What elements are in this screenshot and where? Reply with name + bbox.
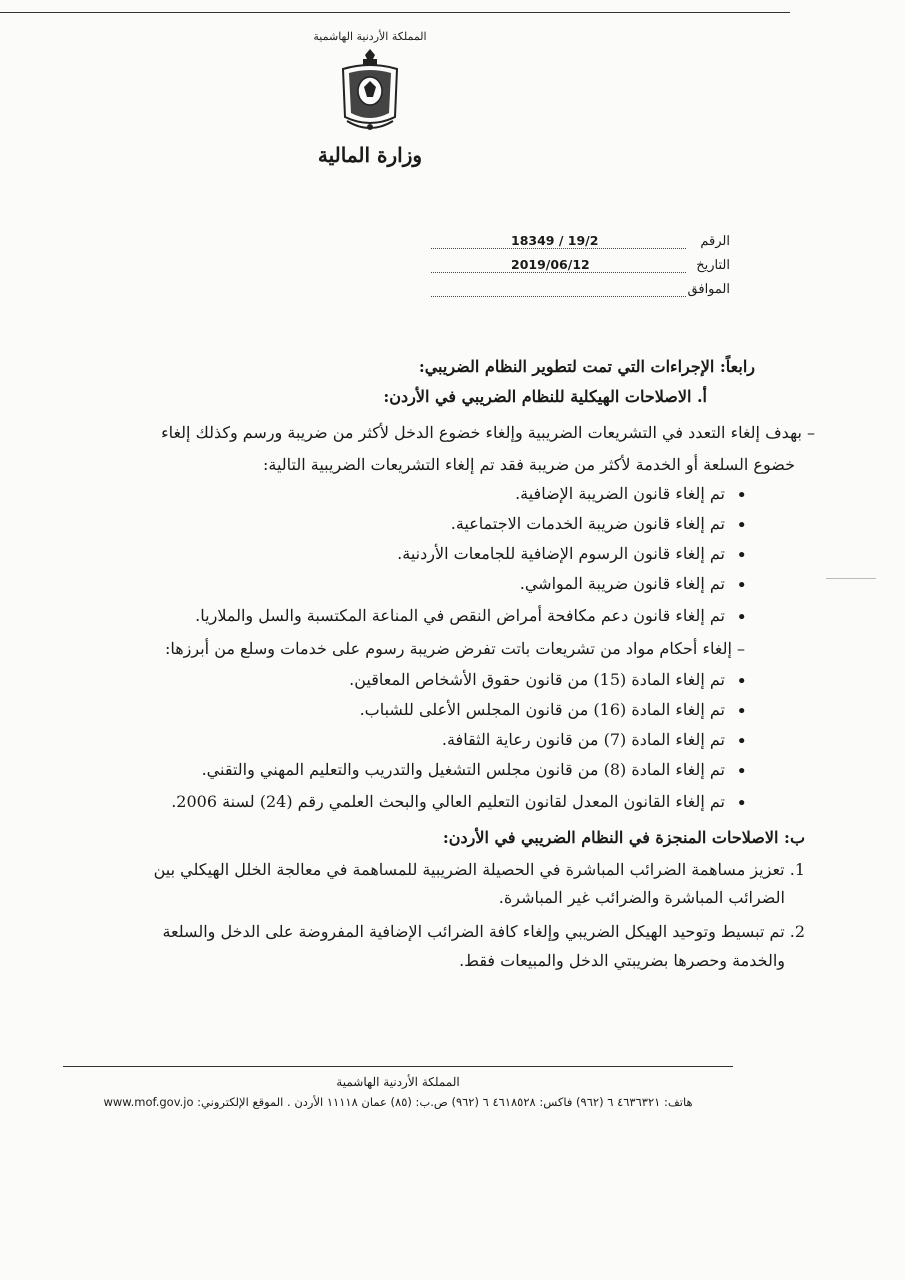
date-label: التاريخ [696,258,730,273]
corresponding-label: الموافق [687,282,730,297]
b-item-2-line-1: 2. تم تبسيط وتوحيد الهيكل الضريبي وإلغاء كافة الضرائب الإضافية المفروضة على الدخل والسلعة [162,922,805,941]
list-item: • تم إلغاء قانون ضريبة المواشي. [520,572,725,597]
subsection-b-title: ب: الاصلاحات المنجزة في النظام الضريبي في الأردن: [442,828,805,847]
subsection-a-title: أ. الاصلاحات الهيكلية للنظام الضريبي في الأردن: [383,387,707,406]
crest-caption: المملكة الأردنية الهاشمية [313,30,427,43]
list-item: • تم إلغاء المادة (15) من قانون حقوق الأشخاص المعاقين. [349,668,725,693]
scan-mark [826,578,876,579]
b-item-1-line-2: الضرائب المباشرة والضرائب غير المباشرة. [498,888,785,907]
dash-item-2-line: – إلغاء أحكام مواد من تشريعات باتت تفرض ضريبة رسوم على خدمات وسلع من أبرزها: [164,639,745,658]
list-item: • تم إلغاء قانون الرسوم الإضافية للجامعات الأردنية. [397,542,725,567]
dash-item-1-line-2: خضوع السلعة أو الخدمة لأكثر من ضريبة فقد تم إلغاء التشريعات الضريبية التالية: [262,455,795,474]
b-item-1-line-1: 1. تعزيز مساهمة الضرائب المباشرة في الحصيلة الضريبية للمساهمة في معالجة الخلل الهيكلي بين [153,860,805,879]
list-item: • تم إلغاء القانون المعدل لقانون التعليم العالي والبحث العلمي رقم (24) لسنة 2006. [171,790,725,815]
document-body [75,0,815,1050]
ministry-name: وزارة المالية [317,143,423,167]
number-value: 18349 / 19/2 [431,233,686,249]
footer-country: المملكة الأردنية الهاشمية [336,1075,460,1089]
footer [63,1075,733,1109]
footer-contact: هاتف: ٤٦٣٦٣٢١ ٦ (٩٦٢) فاكس: ٤٦١٨٥٢٨ ٦ (٩٦٢) ص.ب: (٨٥) عمان ١١١١٨ الأردن . الموقع الإلكتروني: www.mof.gov.jo [103,1095,693,1109]
date-value: 2019/06/12 [431,257,686,273]
b-item-2-line-2: والخدمة وحصرها بضريبتي الدخل والمبيعات فقط. [459,951,785,970]
list-item: • تم إلغاء المادة (7) من قانون رعاية الثقافة. [442,728,725,753]
dash-item-1-line-1: – بهدف إلغاء التعدد في التشريعات الضريبية وإلغاء خضوع الدخل لأكثر من ضريبة ورسم وكذلك إلغاء [161,423,815,442]
section-title: رابعاً: الإجراءات التي تمت لتطوير النظام الضريبي: [418,357,755,376]
list-item: • تم إلغاء قانون ضريبة الخدمات الاجتماعية. [451,512,725,537]
list-item: • تم إلغاء قانون دعم مكافحة أمراض النقص في المناعة المكتسبة والسل والملاريا. [195,604,725,629]
list-item: • تم إلغاء المادة (16) من قانون المجلس الأعلى للشباب. [360,698,725,723]
list-item: • تم إلغاء قانون الضريبة الإضافية. [515,482,725,507]
number-label: الرقم [700,234,730,249]
footer-rule [63,1066,733,1067]
list-item: • تم إلغاء المادة (8) من قانون مجلس التشغيل والتدريب والتعليم المهني والتقني. [202,758,725,783]
